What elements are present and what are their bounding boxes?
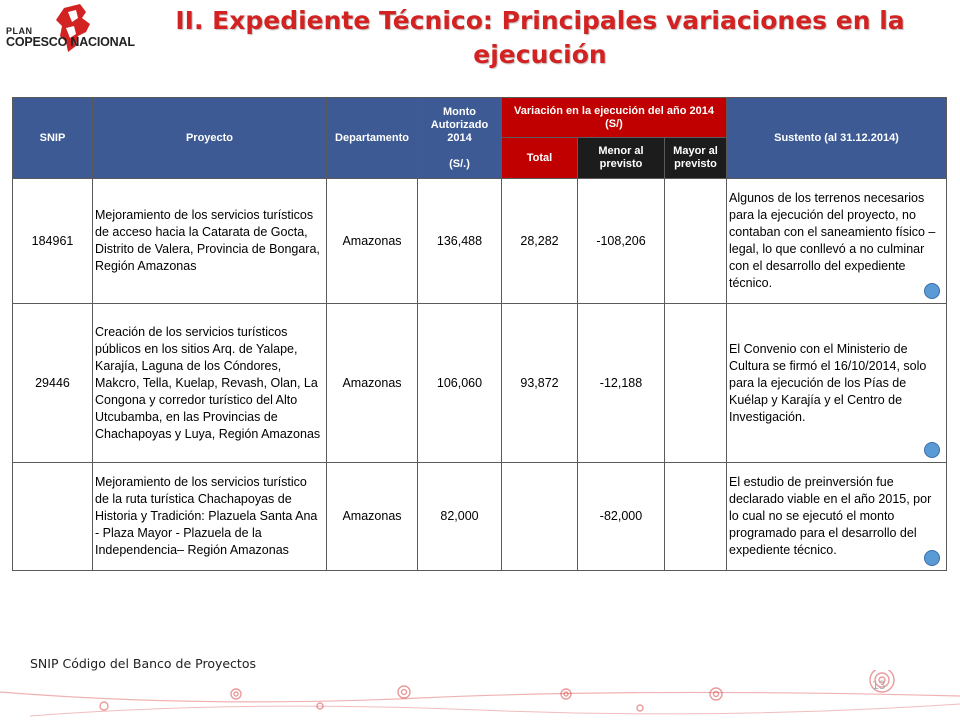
variations-table [12, 97, 947, 571]
cell-menor: -108,206 [578, 179, 665, 304]
cell-monto: 82,000 [418, 463, 502, 571]
header-total: Total [502, 138, 578, 179]
cell-snip [13, 463, 93, 571]
cell-monto: 106,060 [418, 304, 502, 463]
plan-copesco-logo [2, 2, 152, 64]
page-title: II. Expediente Técnico: Principales variaciones en la ejecución [175, 6, 905, 69]
table-row [13, 304, 947, 463]
cell-proyecto: Mejoramiento de los servicios turístico de la ruta turística Chachapoyas de Historia y Tradición: Plazuela Santa Ana - Plaza Mayor - Plazuela de la Independencia– Región Amazonas [93, 463, 327, 571]
cell-total: 28,282 [502, 179, 578, 304]
cell-proyecto: Creación de los servicios turísticos públicos en los sitios Arq. de Yalape, Karajía, Laguna de los Cóndores, Makcro, Tella, Kuelap, Revash, Olan, La Congona y corredor turístico del Alto Utcubamba, en las Provincias de Chachapoyas y Luya, Región Amazonas [93, 304, 327, 463]
header-departamento: Departamento [327, 98, 418, 179]
cell-departamento: Amazonas [327, 463, 418, 571]
header-menor: Menor al previsto [578, 138, 665, 179]
header-variacion: Variación en la ejecución del año 2014 (S/) [502, 98, 727, 138]
header-monto-label: Monto Autorizado 2014 [430, 105, 489, 144]
cell-departamento: Amazonas [327, 304, 418, 463]
blue-circle-icon [924, 442, 940, 458]
cell-sustento [727, 463, 947, 571]
cell-sustento-text: Algunos de los terrenos necesarios para la ejecución del proyecto, no contaban con el saneamiento físico – legal, lo que conllevó a no culminar con el desarrollo del expediente técnico. [729, 191, 936, 290]
table-row [13, 179, 947, 304]
blue-circle-icon [924, 550, 940, 566]
cell-snip: 29446 [13, 304, 93, 463]
cell-sustento [727, 304, 947, 463]
logo-brand-text: COPESCO NACIONAL [6, 35, 135, 49]
blue-circle-icon [924, 283, 940, 299]
header-proyecto: Proyecto [93, 98, 327, 179]
cell-snip: 184961 [13, 179, 93, 304]
cell-sustento [727, 179, 947, 304]
header-monto [418, 98, 502, 179]
cell-menor: -12,188 [578, 304, 665, 463]
logo-plan-text: PLAN [6, 26, 33, 36]
decorative-swirl-border [0, 670, 960, 720]
cell-mayor [665, 304, 727, 463]
cell-monto: 136,488 [418, 179, 502, 304]
header-monto-unit: (S/.) [449, 157, 470, 170]
cell-total [502, 463, 578, 571]
page-number: 13 [872, 678, 886, 692]
cell-total: 93,872 [502, 304, 578, 463]
header-mayor: Mayor al previsto [665, 138, 727, 179]
cell-mayor [665, 463, 727, 571]
cell-departamento: Amazonas [327, 179, 418, 304]
cell-mayor [665, 179, 727, 304]
table-row [13, 463, 947, 571]
cell-sustento-text: El estudio de preinversión fue declarado viable en el año 2015, por lo cual no se ejecutó el monto programado para el desarrollo del expediente técnico. [729, 475, 932, 557]
header-snip: SNIP [13, 98, 93, 179]
cell-sustento-text: El Convenio con el Ministerio de Cultura se firmó el 16/10/2014, solo para la ejecución de los Pías de Kuélap y Karajía y el Centro de Investigación. [729, 341, 927, 424]
cell-menor: -82,000 [578, 463, 665, 571]
footnote: SNIP Código del Banco de Proyectos [30, 656, 256, 671]
header-sustento: Sustento (al 31.12.2014) [727, 98, 947, 179]
cell-proyecto: Mejoramiento de los servicios turísticos de acceso hacia la Catarata de Gocta, Distrito de Valera, Provincia de Bongara, Región Amazonas [93, 179, 327, 304]
